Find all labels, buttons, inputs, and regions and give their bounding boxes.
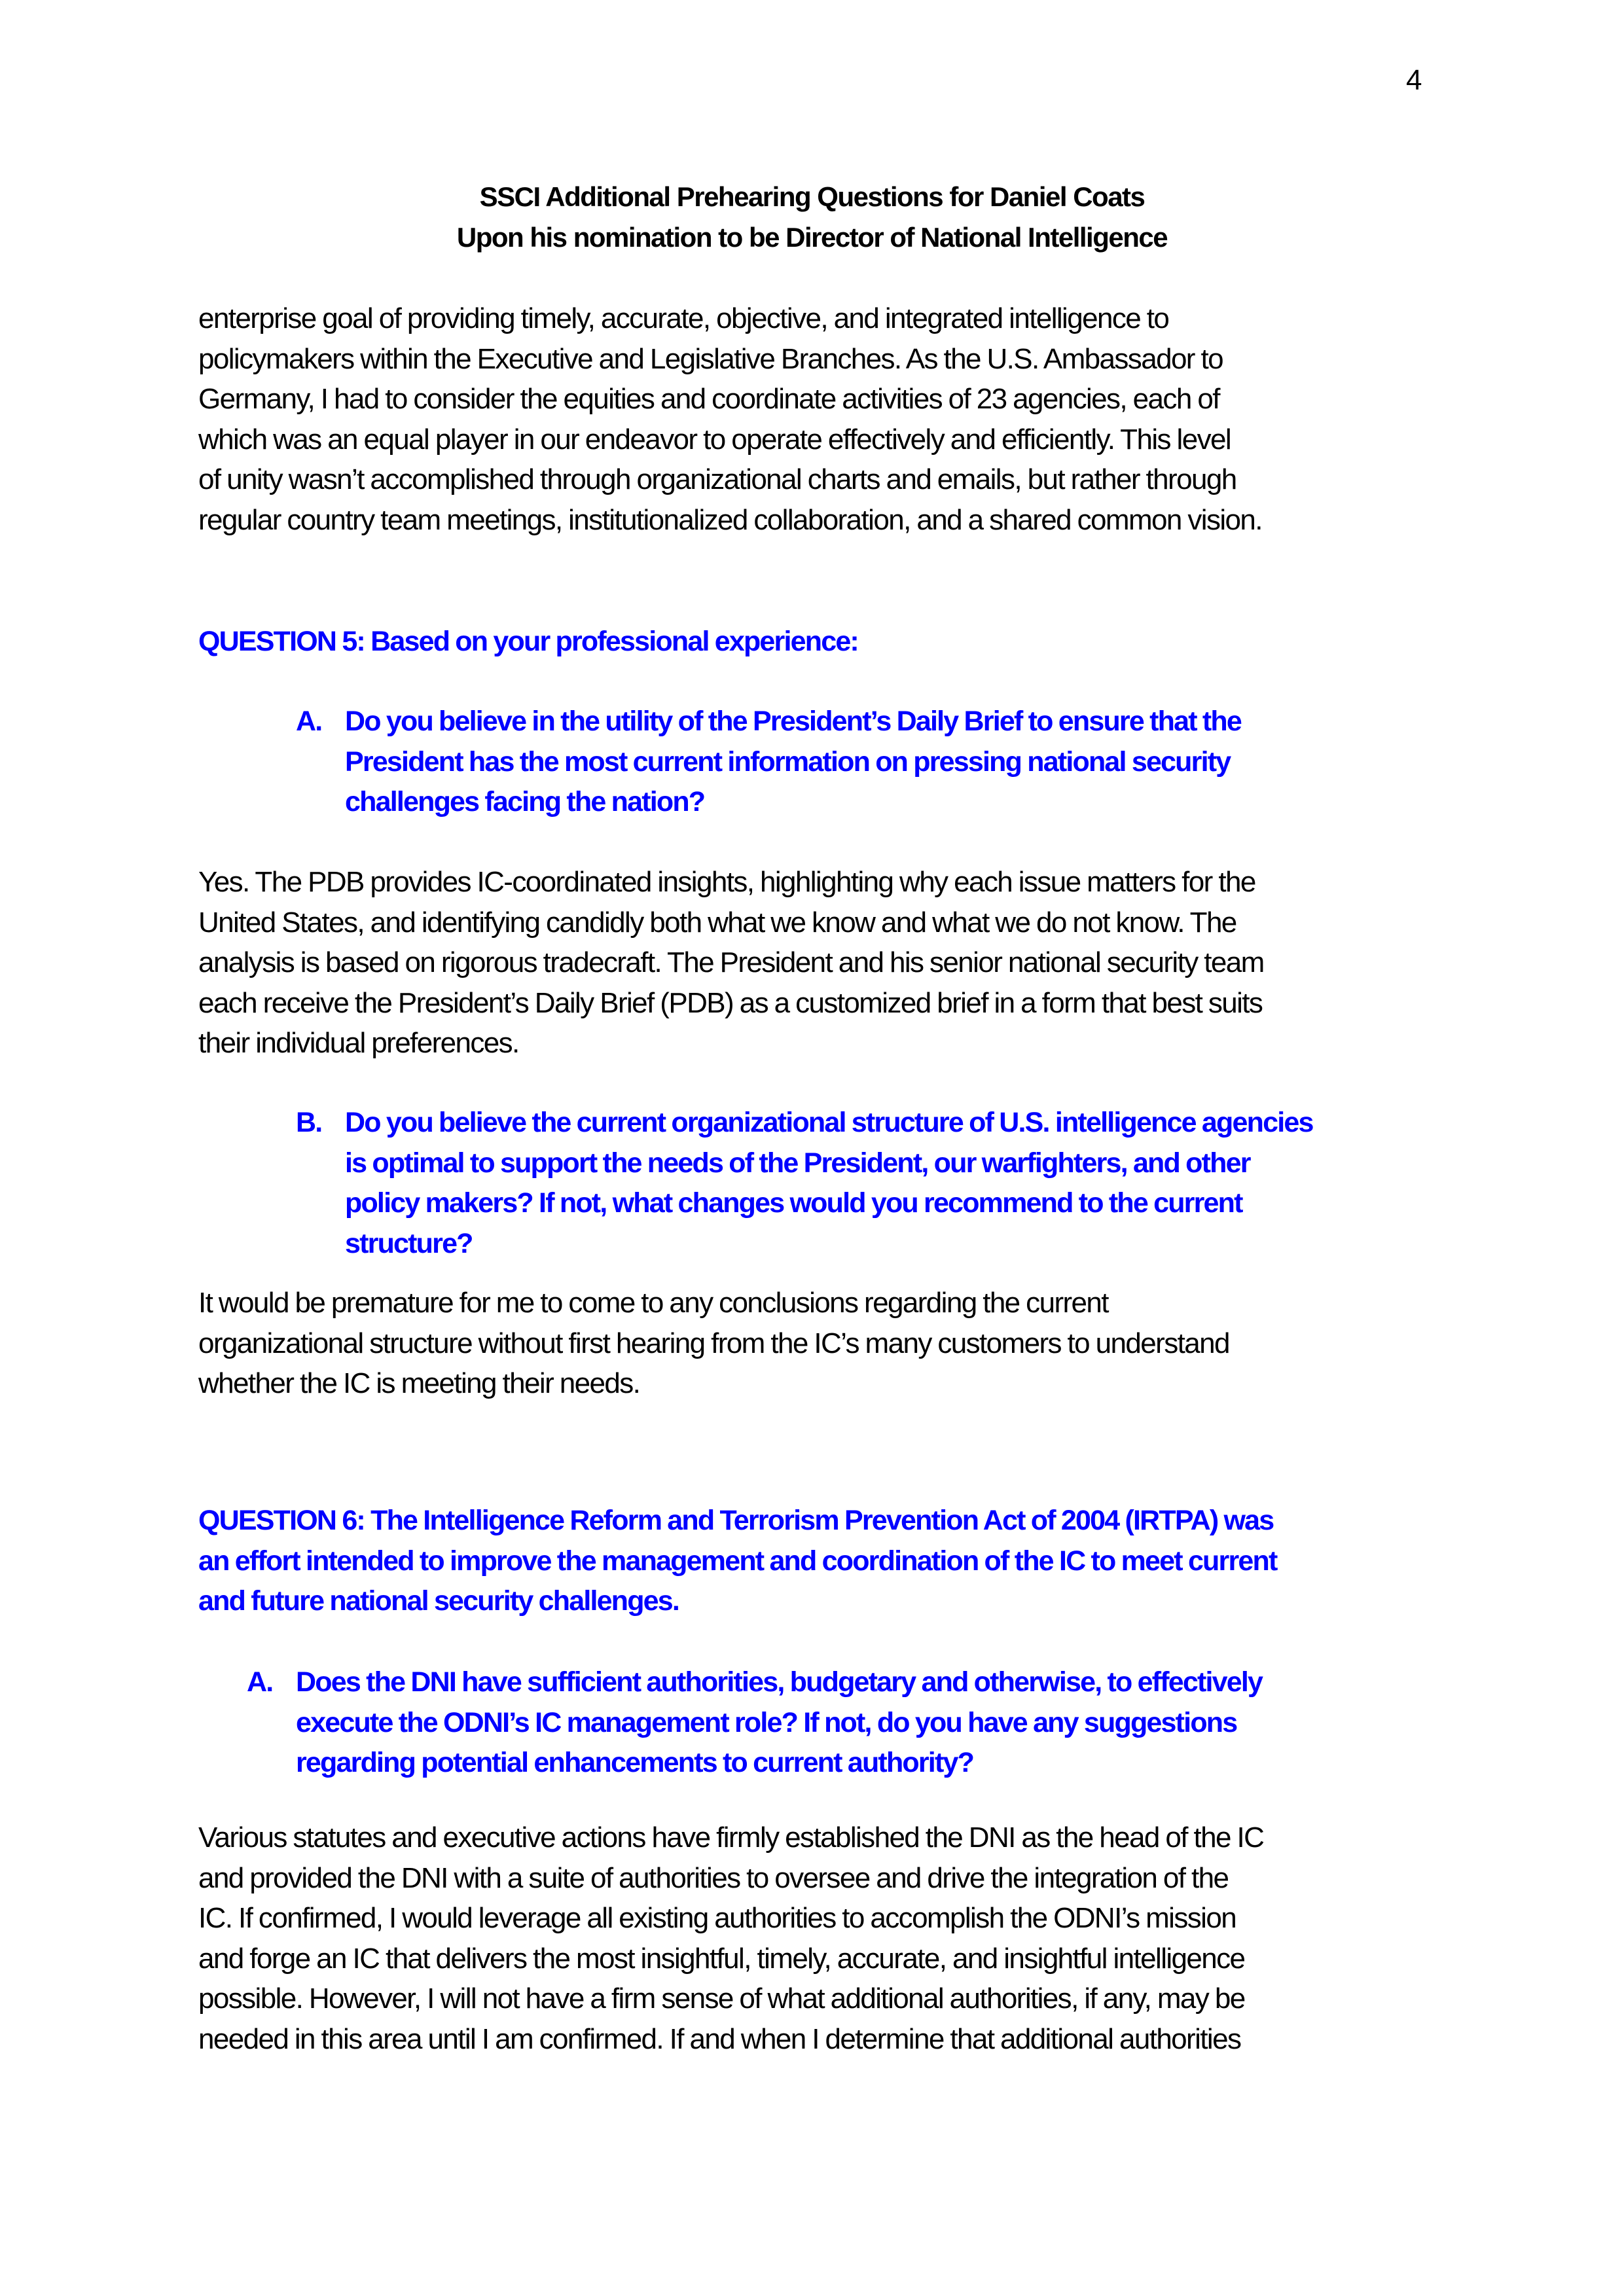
text-line: Various statutes and executive actions have firmly established the DNI as the head of the IC: [198, 1821, 1264, 1854]
text-line: IC. If confirmed, I would leverage all existing authorities to accomplish the ODNI’s mission: [198, 1902, 1236, 1934]
answer-5b: [198, 1283, 1442, 1404]
document-header: [0, 177, 1624, 258]
text-line: challenges facing the nation?: [345, 786, 705, 817]
question-5b: [296, 1103, 1474, 1264]
text-line: Germany, I had to consider the equities and coordinate activities of 23 agencies, each of: [198, 383, 1219, 415]
question-5-heading: [198, 622, 858, 662]
text-line: Do you believe the current organizational structure of U.S. intelligence agencies: [345, 1107, 1313, 1138]
list-marker: B.: [296, 1107, 322, 1138]
text-line: organizational structure without first hearing from the IC’s many customers to understand: [198, 1327, 1229, 1359]
question-6-heading: [198, 1501, 1462, 1622]
text-line: regarding potential enhancements to current authority?: [296, 1747, 974, 1778]
text-line: of unity wasn’t accomplished through organizational charts and emails, but rather through: [198, 463, 1236, 495]
text-line: their individual preferences.: [198, 1027, 519, 1059]
question-text: [345, 1103, 1474, 1264]
text-line: analysis is based on rigorous tradecraft. The President and his senior national security team: [198, 946, 1264, 978]
text-line: policy makers? If not, what changes would you recommend to the current: [345, 1187, 1242, 1219]
text-line: needed in this area until I am confirmed. If and when I determine that additional authorities: [198, 2022, 1241, 2055]
question-text: [296, 1662, 1458, 1784]
text-line: each receive the President’s Daily Brief (PDB) as a customized brief in a form that best suits: [198, 986, 1263, 1019]
answer-5a: [198, 862, 1442, 1064]
text-line: is optimal to support the needs of the President, our warfighters, and other: [345, 1147, 1250, 1179]
text-line: and future national security challenges.: [198, 1585, 679, 1617]
text-line: enterprise goal of providing timely, accurate, objective, and integrated intelligence to: [198, 302, 1169, 334]
header-title: SSCI Additional Prehearing Questions for Daniel Coats: [479, 181, 1145, 212]
text-line: QUESTION 6: The Intelligence Reform and Terrorism Prevention Act of 2004 (IRTPA) was: [198, 1505, 1274, 1536]
question-5a: [296, 702, 1461, 823]
text-line: which was an equal player in our endeavor to operate effectively and efficiently. This level: [198, 423, 1231, 456]
page-number: 4: [1406, 64, 1422, 96]
text-line: Does the DNI have sufficient authorities, budgetary and otherwise, to effectively: [296, 1666, 1263, 1698]
text-line: execute the ODNI’s IC management role? If not, do you have any suggestions: [296, 1706, 1237, 1738]
text-line: regular country team meetings, institutionalized collaboration, and a shared common vision.: [198, 503, 1262, 536]
question-text: [345, 702, 1461, 823]
text-line: President has the most current information on pressing national security: [345, 745, 1231, 778]
text-line: possible. However, I will not have a firm sense of what additional authorities, if any, may be: [198, 1982, 1245, 2015]
question-heading-text: QUESTION 5: Based on your professional experience:: [198, 626, 858, 657]
text-line: and forge an IC that delivers the most insightful, timely, accurate, and insightful intelligence: [198, 1942, 1245, 1975]
answer-6a: [198, 1818, 1442, 2059]
text-line: policymakers within the Executive and Legislative Branches. As the U.S. Ambassador to: [198, 342, 1223, 375]
header-subtitle: Upon his nomination to be Director of National Intelligence: [456, 222, 1168, 253]
question-6a: [247, 1662, 1458, 1784]
text-line: and provided the DNI with a suite of authorities to oversee and drive the integration of the: [198, 1861, 1229, 1894]
text-line: whether the IC is meeting their needs.: [198, 1367, 640, 1399]
list-marker: A.: [296, 706, 322, 737]
text-line: Yes. The PDB provides IC-coordinated insights, highlighting why each issue matters for the: [198, 866, 1255, 898]
text-line: It would be premature for me to come to any conclusions regarding the current: [198, 1287, 1108, 1319]
intro-paragraph: [198, 298, 1442, 540]
text-line: an effort intended to improve the management and coordination of the IC to meet current: [198, 1545, 1277, 1577]
list-marker: A.: [247, 1666, 273, 1698]
text-line: Do you believe in the utility of the President’s Daily Brief to ensure that the: [345, 706, 1241, 737]
text-line: United States, and identifying candidly both what we know and what we do not know. The: [198, 906, 1236, 939]
text-line: structure?: [345, 1227, 473, 1259]
